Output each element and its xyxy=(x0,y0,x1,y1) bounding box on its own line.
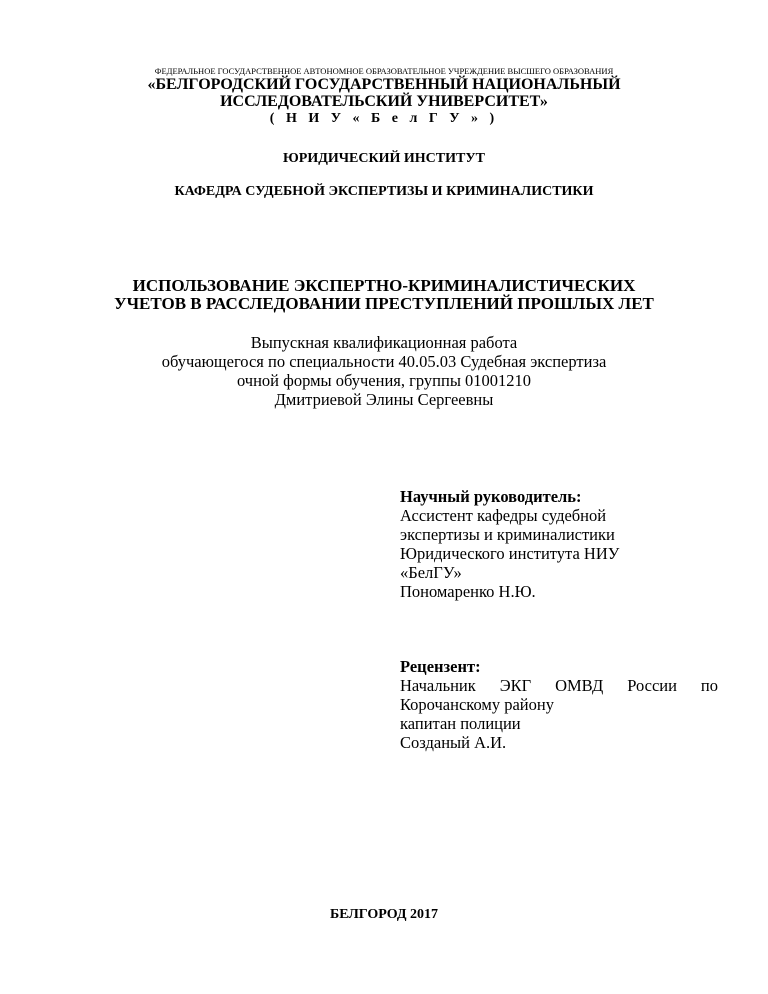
work-type: Выпускная квалификационная работа xyxy=(250,333,518,352)
study-form-line: очной формы обучения, группы 01001210 xyxy=(236,371,532,390)
department-name: КАФЕДРА СУДЕБНОЙ ЭКСПЕРТИЗЫ И КРИМИНАЛИСТИКИ xyxy=(174,184,594,199)
reviewer-heading: Рецензент: xyxy=(400,657,481,676)
reviewer-block xyxy=(400,657,718,752)
org-type-line: ФЕДЕРАЛЬНОЕ ГОСУДАРСТВЕННОЕ АВТОНОМНОЕ ОБРАЗОВАТЕЛЬНОЕ УЧРЕЖДЕНИЕ ВЫСШЕГО ОБРАЗОВАНИЯ xyxy=(154,66,614,76)
reviewer-word: России xyxy=(627,676,677,695)
supervisor-heading: Научный руководитель: xyxy=(400,487,582,506)
reviewer-word: ОМВД xyxy=(555,676,604,695)
reviewer-position-line2: Корочанскому району xyxy=(400,695,554,714)
city-year: БЕЛГОРОД 2017 xyxy=(329,907,439,922)
institute-name: ЮРИДИЧЕСКИЙ ИНСТИТУТ xyxy=(283,151,485,166)
thesis-title-line2: УЧЕТОВ В РАССЛЕДОВАНИИ ПРЕСТУПЛЕНИЙ ПРОШЛЫХ ЛЕТ xyxy=(114,294,654,313)
thesis-title-line1: ИСПОЛЬЗОВАНИЕ ЭКСПЕРТНО-КРИМИНАЛИСТИЧЕСКИХ xyxy=(132,276,636,295)
supervisor-position-line3: Юридического института НИУ xyxy=(400,544,620,563)
reviewer-position-line3: капитан полиции xyxy=(400,714,521,733)
supervisor-position-line1: Ассистент кафедры судебной xyxy=(400,506,607,525)
university-abbreviation: ( Н И У « Б е л Г У » ) xyxy=(269,111,499,126)
supervisor-block xyxy=(400,487,718,601)
university-name-line1: «БЕЛГОРОДСКИЙ ГОСУДАРСТВЕННЫЙ НАЦИОНАЛЬНЫЙ xyxy=(147,76,621,93)
specialty-line: обучающегося по специальности 40.05.03 Судебная экспертиза xyxy=(161,352,607,371)
reviewer-name: Созданый А.И. xyxy=(400,733,507,752)
supervisor-position-line2: экспертизы и криминалистики xyxy=(400,525,615,544)
reviewer-word: по xyxy=(700,676,718,695)
reviewer-word: ЭКГ xyxy=(499,676,532,695)
reviewer-position-line1 xyxy=(400,676,718,695)
student-name: Дмитриевой Элины Сергеевны xyxy=(274,390,494,409)
university-name-line2: ИССЛЕДОВАТЕЛЬСКИЙ УНИВЕРСИТЕТ» xyxy=(220,93,548,110)
supervisor-name: Пономаренко Н.Ю. xyxy=(400,582,536,601)
reviewer-word: Начальник xyxy=(400,676,476,695)
supervisor-position-line4: «БелГУ» xyxy=(400,563,462,582)
